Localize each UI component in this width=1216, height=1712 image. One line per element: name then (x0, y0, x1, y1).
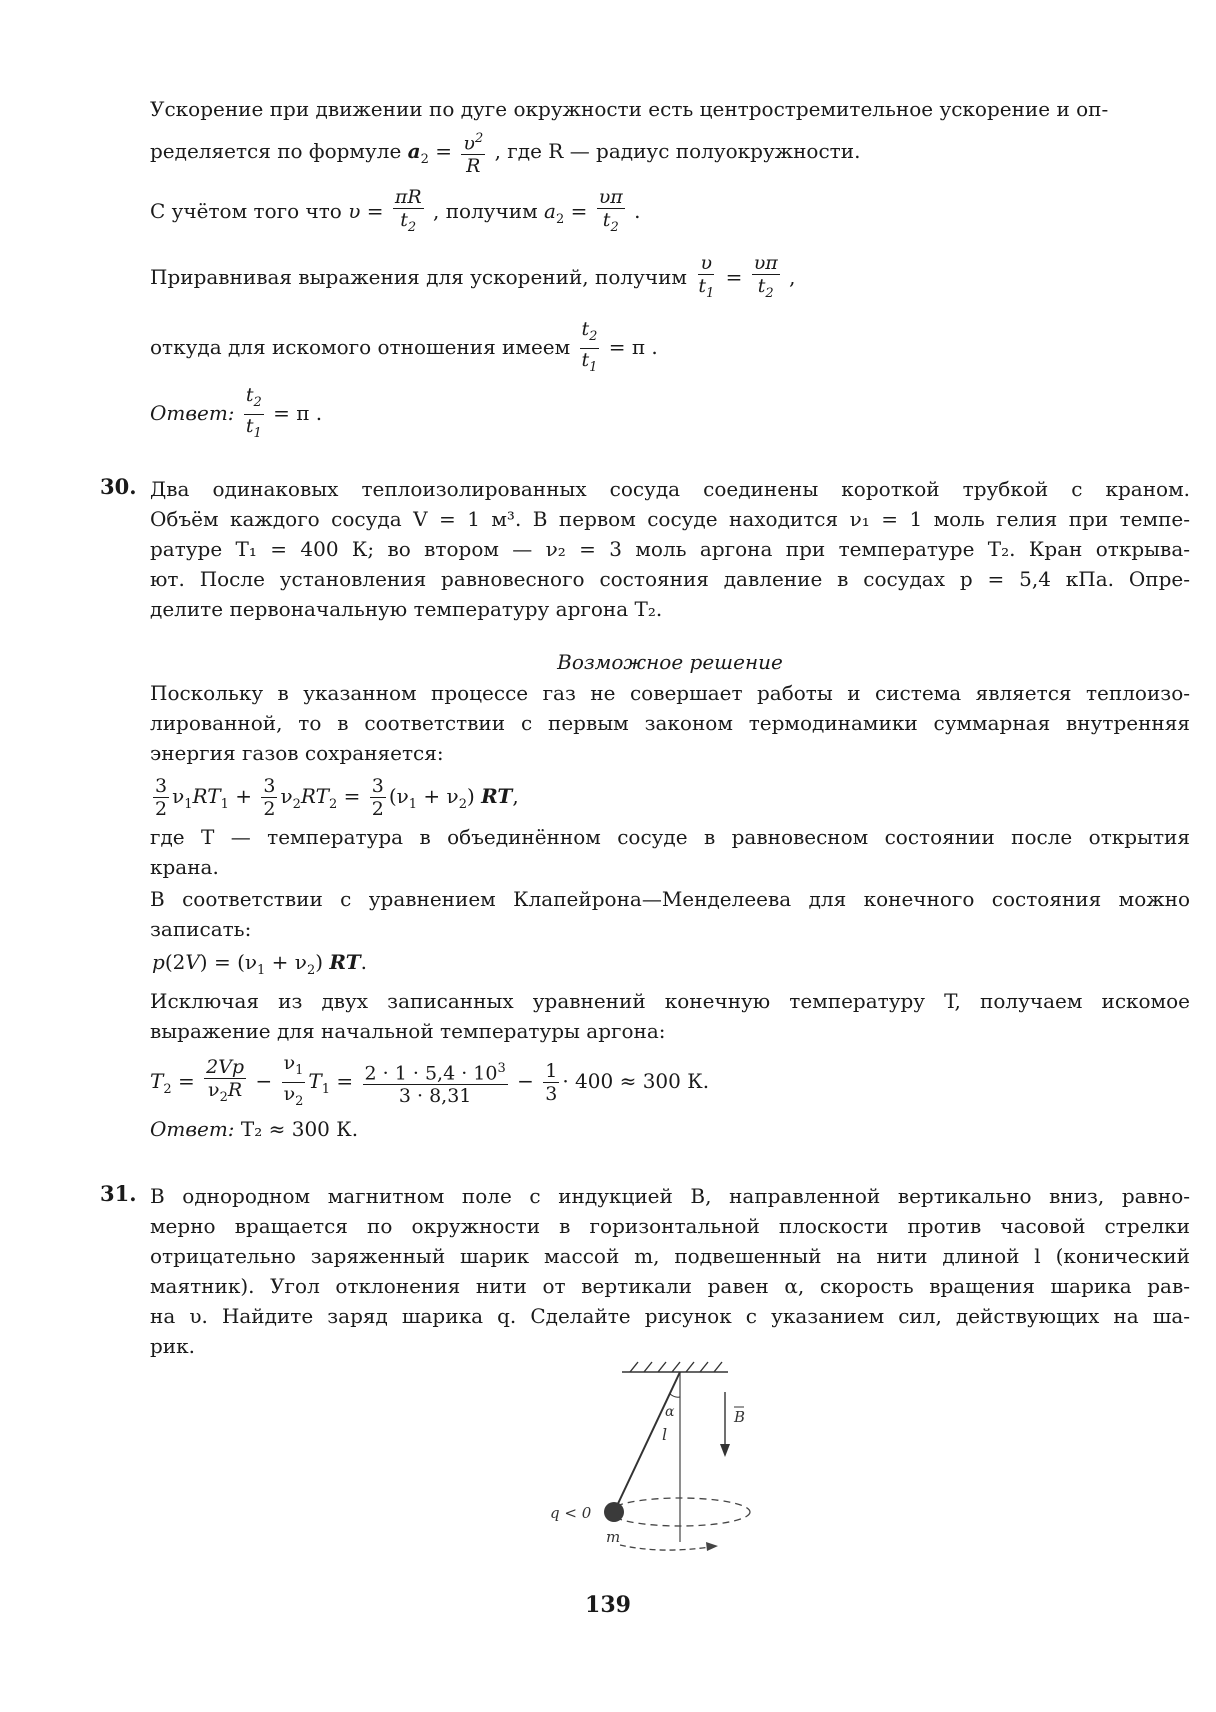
fraction: $\frac{\upsilon\pi}{t_2}$ (598, 186, 623, 235)
angle-arc (670, 1394, 680, 1397)
text-line: рик. (150, 1334, 195, 1358)
formula-line-velocity: С учётом того что υ = $\frac{\pi R}{t_2}$ , получим $a_2$ = $\frac{\upsilon\pi}{t_2}$ . (150, 186, 641, 239)
answer-value: T₂ ≈ 300 К. (240, 1117, 359, 1141)
page-number: 139 (585, 1592, 631, 1618)
fraction: $\frac{3}{2}$ (371, 775, 384, 820)
text-line: В однородном магнитном поле с индукцией B, направленной вертикально вниз, равно- (150, 1184, 1190, 1208)
problem-number-31: 31. (100, 1181, 137, 1206)
text-line: Поскольку в указанном процессе газ не совершает работы и система является теплоизо- (150, 681, 1190, 705)
thread (615, 1372, 680, 1510)
fraction: $\frac{t_2}{t_1}$ (245, 384, 262, 441)
text-line: где T — температура в объединённом сосуде в равновесном состоянии после открытия (150, 825, 1190, 849)
problem-30-text (150, 474, 1190, 624)
label-m: m (606, 1528, 621, 1546)
text-line: крана. (150, 855, 219, 879)
fraction: $\frac{\pi R}{t_2}$ (394, 186, 422, 235)
fraction: $\frac{\upsilon\pi}{t_2}$ (753, 252, 778, 301)
fraction: $\frac{t_2}{t_1}$ (581, 318, 598, 375)
answer-label: Ответ: (150, 1117, 235, 1141)
text-line: на υ. Найдите заряд шарика q. Сделайте рисунок с указанием сил, действующих на ша- (150, 1304, 1190, 1328)
label-l: l (662, 1425, 668, 1444)
fraction: $\frac{\nu_1}{\nu_2}$ (283, 1052, 304, 1109)
text-line: мерно вращается по окружности в горизонтальной плоскости против часовой стрелки (150, 1214, 1190, 1238)
text-line: выражение для начальной температуры аргона: (150, 1019, 666, 1043)
fraction: $\frac{1}{3}$ (545, 1059, 558, 1105)
text: ределяется по формуле (150, 139, 402, 164)
pendulum-figure (520, 1360, 780, 1560)
solution-title: Возможное решение (557, 650, 783, 674)
fraction: $\frac{2 \cdot 1 \cdot 5,4 \cdot 10^3}{3 \cdot 8,31}$ (363, 1058, 508, 1107)
text-line: отрицательно заряженный шарик массой m, подвешенный на нити длиной l (конический (150, 1244, 1190, 1268)
text-line: ют. После установления равновесного состояния давление в сосудах p = 5,4 кПа. Опре- (150, 567, 1190, 591)
text-line: маятник). Угол отклонения нити от вертикали равен α, скорость вращения шарика рав- (150, 1274, 1190, 1298)
text: , где R — радиус полуокружности. (494, 139, 861, 164)
solution-paragraph-4 (150, 986, 1190, 1046)
rotation-arrowhead (706, 1542, 718, 1551)
fraction: $\frac{\upsilon}{t_1}$ (698, 252, 715, 301)
equation-result: $T_2$ = $\frac{2Vp}{\nu_2R}$ − $\frac{\nu_1}{\nu_2}$ $T_1$ = $\frac{2 \cdot 1 \cdot 5,4 \cdot 10^3}{3 \cdot 8,31}$ − $\frac{1}{3}$ · 400 ≈ 300 К. (150, 1052, 709, 1113)
text-line: Исключая из двух записанных уравнений конечную температуру T, получаем искомое (150, 989, 1190, 1013)
ceiling-hatching (622, 1362, 728, 1372)
text-line: ратуре T₁ = 400 К; во втором — ν₂ = 3 моль аргона при температуре T₂. Кран открыва- (150, 537, 1190, 561)
text: С учётом того что (150, 198, 342, 223)
problem-31-text (150, 1181, 1190, 1361)
text-line: энергия газов сохраняется: (150, 741, 444, 765)
text-line: записать: (150, 917, 252, 941)
text-line: лированной, то в соответствии с первым законом термодинамики суммарная внутренняя (150, 711, 1190, 735)
answer-label: Ответ: (150, 400, 235, 425)
text-line: Два одинаковых теплоизолированных сосуда соединены короткой трубкой с краном. (150, 477, 1190, 501)
solution-paragraph-2 (150, 822, 1190, 882)
answer-30 (150, 1114, 358, 1144)
equation-energy: $\frac{3}{2}$ $\nu_1RT_1$ + $\frac{3}{2}$ $\nu_2RT_2$ = $\frac{3}{2}$ $(\nu_1 + \nu_2)$ RT, (155, 775, 519, 820)
text-line: Ускорение при движении по дуге окружности есть центростремительное ускорение и оп- (150, 97, 1109, 121)
problem-number-30: 30. (100, 474, 137, 499)
text-line: Объём каждого сосуда V = 1 м³. В первом сосуде находится ν₁ = 1 моль гелия при темпе- (150, 507, 1190, 531)
solution-paragraph-1 (150, 678, 1190, 768)
fraction: $\frac{2Vp}{\nu_2R}$ (206, 1055, 245, 1105)
text-line: В соответствии с уравнением Клапейрона—Менделеева для конечного состояния можно (150, 887, 1190, 911)
answer-29: Ответ: $\frac{t_2}{t_1}$ = π . (150, 384, 322, 445)
solution-paragraph-3 (150, 884, 1190, 944)
equation-clapeyron: $p(2V) = (\nu_1 + \nu_2)$ RT. (152, 950, 367, 978)
label-q: q < 0 (550, 1504, 592, 1522)
text: , получим (433, 198, 538, 223)
charged-ball (604, 1502, 624, 1522)
fraction: $\frac{\upsilon^2}{R}$ (461, 128, 485, 177)
text: откуда для искомого отношения имеем (150, 334, 571, 359)
fraction: $\frac{3}{2}$ (155, 775, 168, 820)
formula-line-centripetal: ределяется по формуле $a_2$ = $\frac{\upsilon^2}{R}$ , где R — радиус полуокружности. (150, 128, 860, 177)
rotation-arrow (620, 1545, 710, 1550)
formula-line-equate: Приравнивая выражения для ускорений, получим $\frac{\upsilon}{t_1}$ = $\frac{\upsilon\pi}{t_2}$ , (150, 252, 795, 305)
text: Приравнивая выражения для ускорений, получим (150, 264, 687, 289)
b-field-arrow (720, 1392, 730, 1457)
label-alpha: α (665, 1404, 675, 1420)
text-line: делите первоначальную температуру аргона T₂. (150, 597, 663, 621)
formula-line-ratio: откуда для искомого отношения имеем $\frac{t_2}{t_1}$ = π . (150, 318, 658, 379)
label-B: B (734, 1408, 746, 1426)
fraction: $\frac{3}{2}$ (263, 775, 276, 820)
